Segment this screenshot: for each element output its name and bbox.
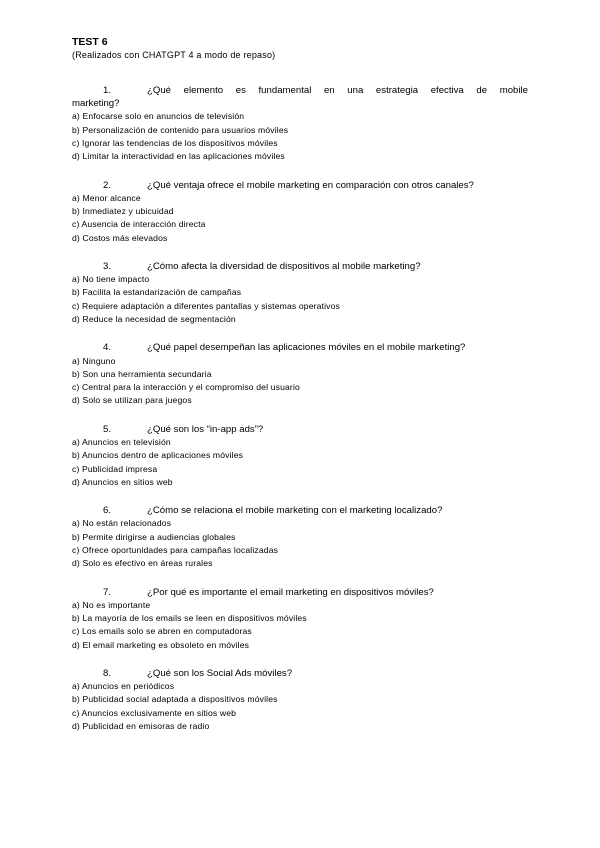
question-6 [72, 504, 528, 570]
question-text: ¿Cómo se relaciona el mobile marketing con el marketing localizado? [147, 505, 443, 517]
answer-options [72, 273, 528, 326]
question-line [72, 504, 528, 517]
option-d: d) El email marketing es obsoleto en móviles [72, 639, 250, 650]
answer-options [72, 436, 528, 489]
question-number: 8. [103, 667, 112, 679]
question-number: 1. [103, 85, 112, 96]
option-d: d) Anuncios en sitios web [72, 476, 173, 487]
question-7 [72, 586, 528, 652]
option-a: a) Anuncios en televisión [72, 436, 171, 447]
option-b: b) Inmediatez y ubicuidad [72, 206, 174, 217]
question-number: 2. [103, 179, 112, 191]
answer-options [72, 192, 528, 245]
question-text: ¿Qué elemento es fundamental en una estrategia efectiva de mobile [147, 85, 528, 96]
option-c: c) Central para la interacción y el compromiso del usuario [72, 382, 300, 393]
question-line [72, 586, 528, 599]
question-text: ¿Qué ventaja ofrece el mobile marketing en comparación con otros canales? [147, 179, 474, 191]
option-b: b) Personalización de contenido para usuarios móviles [72, 124, 289, 135]
question-number: 3. [103, 260, 112, 272]
question-text: ¿Cómo afecta la diversidad de dispositivos al mobile marketing? [147, 260, 421, 272]
option-a: a) Anuncios en periódicos [72, 681, 175, 692]
question-line [72, 341, 528, 354]
option-d: d) Publicidad en emisoras de radio [72, 721, 210, 732]
answer-options [72, 680, 528, 733]
option-b: b) Facilita la estandarización de campañas [72, 287, 242, 298]
option-a: a) Menor alcance [72, 192, 141, 203]
option-a: a) No es importante [72, 599, 151, 610]
question-line [72, 179, 528, 192]
question-8 [72, 667, 528, 733]
option-c: c) Los emails solo se abren en computadoras [72, 626, 252, 637]
option-b: b) La mayoría de los emails se leen en dispositivos móviles [72, 613, 307, 624]
option-d: d) Solo es efectivo en áreas rurales [72, 558, 213, 569]
question-number: 4. [103, 342, 112, 354]
question-text: ¿Qué son los “in-app ads”? [147, 423, 264, 435]
option-b: b) Anuncios dentro de aplicaciones móviles [72, 450, 244, 461]
option-b: b) Publicidad social adaptada a dispositivos móviles [72, 694, 278, 705]
option-c: c) Publicidad impresa [72, 463, 158, 474]
question-number: 6. [103, 505, 112, 517]
document-title: TEST 6 [72, 36, 108, 48]
option-c: c) Anuncios exclusivamente en sitios web [72, 707, 237, 718]
question-text: ¿Por qué es importante el email marketing en dispositivos móviles? [147, 586, 434, 598]
question-number: 5. [103, 423, 112, 435]
question-text: ¿Qué papel desempeñan las aplicaciones móviles en el mobile marketing? [147, 342, 466, 354]
option-c: c) Ausencia de interacción directa [72, 219, 206, 230]
option-a: a) Enfocarse solo en anuncios de televisión [72, 111, 245, 122]
option-c: c) Ofrece oportunidades para campañas localizadas [72, 544, 279, 555]
question-1 [72, 84, 528, 164]
question-line [72, 667, 528, 680]
answer-options [72, 355, 528, 408]
option-a: a) Ninguno [72, 355, 116, 366]
question-text-continuation: marketing? [72, 98, 120, 110]
option-c: c) Ignorar las tendencias de los dispositivos móviles [72, 138, 278, 148]
option-d: d) Limitar la interactividad en las aplicaciones móviles [72, 151, 285, 162]
question-text: ¿Qué son los Social Ads móviles? [147, 667, 293, 679]
option-d: d) Solo se utilizan para juegos [72, 395, 192, 406]
option-b: b) Permite dirigirse a audiencias globales [72, 531, 236, 542]
option-b: b) Son una herramienta secundaria [72, 368, 212, 379]
question-number: 7. [103, 586, 112, 598]
question-line [72, 260, 528, 273]
answer-options [72, 110, 528, 163]
answer-options [72, 599, 528, 652]
option-d: d) Costos más elevados [72, 232, 168, 243]
question-3 [72, 260, 528, 326]
question-2 [72, 179, 528, 245]
option-d: d) Reduce la necesidad de segmentación [72, 314, 236, 325]
question-line [72, 423, 528, 436]
option-a: a) No tiene impacto [72, 274, 150, 285]
question-4 [72, 341, 528, 407]
answer-options [72, 517, 528, 570]
question-5 [72, 423, 528, 489]
option-c: c) Requiere adaptación a diferentes pantallas y sistemas operativos [72, 300, 341, 311]
question-line [72, 84, 528, 97]
option-a: a) No están relacionados [72, 518, 172, 529]
document-subtitle: (Realizados con CHATGPT 4 a modo de repaso) [72, 50, 276, 60]
